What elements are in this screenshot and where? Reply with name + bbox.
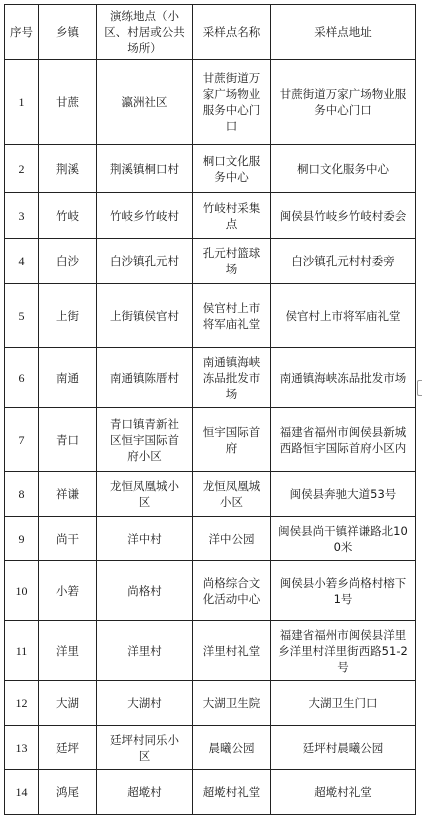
header-seq: 序号 xyxy=(5,5,39,60)
cell-town: 祥谦 xyxy=(39,472,97,517)
cell-drill-site: 大湖村 xyxy=(97,681,193,726)
cell-sample-address: 南通镇海峡冻品批发市场 xyxy=(271,348,416,408)
cell-town: 洋里 xyxy=(39,621,97,681)
cell-sample-name: 龙恒凤凰城小区 xyxy=(193,472,271,517)
cell-sample-name: 恒宇国际首府 xyxy=(193,408,271,472)
cell-sample-name: 孔元村篮球场 xyxy=(193,239,271,284)
cell-drill-site: 南通镇陈厝村 xyxy=(97,348,193,408)
cell-sample-name: 洋里村礼堂 xyxy=(193,621,271,681)
table-row xyxy=(5,284,416,348)
cell-seq: 2 xyxy=(5,145,39,193)
cell-town: 荆溪 xyxy=(39,145,97,193)
cell-drill-site: 青口镇青新社区恒宇国际首府小区 xyxy=(97,408,193,472)
sampling-sites-table xyxy=(4,4,416,815)
cell-town: 小箬 xyxy=(39,561,97,621)
cell-drill-site: 尚格村 xyxy=(97,561,193,621)
cell-seq: 8 xyxy=(5,472,39,517)
cell-seq: 12 xyxy=(5,681,39,726)
cell-sample-address: 白沙镇孔元村村委旁 xyxy=(271,239,416,284)
cell-sample-name: 晨曦公园 xyxy=(193,726,271,770)
cell-drill-site: 龙恒凤凰城小区 xyxy=(97,472,193,517)
cell-sample-address: 闽侯县奔驰大道53号 xyxy=(271,472,416,517)
table-body xyxy=(5,60,416,815)
cell-seq: 7 xyxy=(5,408,39,472)
cell-town: 甘蔗 xyxy=(39,60,97,145)
table-row xyxy=(5,145,416,193)
cell-sample-address: 福建省福州市闽侯县洋里乡洋里村洋里街西路51-2号 xyxy=(271,621,416,681)
cell-sample-address: 甘蔗街道万家广场物业服务中心门口 xyxy=(271,60,416,145)
cell-drill-site: 超墘村 xyxy=(97,770,193,815)
cell-sample-address: 大湖卫生门口 xyxy=(271,681,416,726)
cell-seq: 5 xyxy=(5,284,39,348)
cell-sample-name: 超墘村礼堂 xyxy=(193,770,271,815)
cell-drill-site: 白沙镇孔元村 xyxy=(97,239,193,284)
table-row xyxy=(5,621,416,681)
header-sample-address: 采样点地址 xyxy=(271,5,416,60)
cell-drill-site: 洋里村 xyxy=(97,621,193,681)
cell-drill-site: 上街镇侯官村 xyxy=(97,284,193,348)
cell-seq: 13 xyxy=(5,726,39,770)
cell-sample-address: 桐口文化服务中心 xyxy=(271,145,416,193)
cell-sample-address: 闽侯县竹岐乡竹岐村委会 xyxy=(271,193,416,239)
cell-town: 尚干 xyxy=(39,517,97,561)
cell-town: 廷坪 xyxy=(39,726,97,770)
cell-seq: 9 xyxy=(5,517,39,561)
cell-sample-name: 大湖卫生院 xyxy=(193,681,271,726)
cell-drill-site: 廷坪村同乐小区 xyxy=(97,726,193,770)
cell-sample-address: 侯官村上市将军庙礼堂 xyxy=(271,284,416,348)
cell-town: 上街 xyxy=(39,284,97,348)
cell-seq: 11 xyxy=(5,621,39,681)
cell-town: 青口 xyxy=(39,408,97,472)
cell-seq: 3 xyxy=(5,193,39,239)
table-row xyxy=(5,681,416,726)
page-edge-mark xyxy=(417,380,422,396)
cell-town: 鸿尾 xyxy=(39,770,97,815)
cell-sample-name: 洋中公园 xyxy=(193,517,271,561)
cell-seq: 14 xyxy=(5,770,39,815)
cell-sample-address: 超墘村礼堂 xyxy=(271,770,416,815)
cell-seq: 4 xyxy=(5,239,39,284)
cell-sample-address: 福建省福州市闽侯县新城西路恒宇国际首府小区内 xyxy=(271,408,416,472)
table-row xyxy=(5,770,416,815)
cell-sample-name: 竹岐村采集点 xyxy=(193,193,271,239)
cell-sample-address: 廷坪村晨曦公园 xyxy=(271,726,416,770)
table-row xyxy=(5,348,416,408)
cell-sample-name: 尚格综合文化活动中心 xyxy=(193,561,271,621)
cell-sample-name: 侯官村上市将军庙礼堂 xyxy=(193,284,271,348)
table-row xyxy=(5,517,416,561)
cell-town: 南通 xyxy=(39,348,97,408)
header-sample-name: 采样点名称 xyxy=(193,5,271,60)
table-row xyxy=(5,239,416,284)
table-row xyxy=(5,193,416,239)
cell-drill-site: 荆溪镇桐口村 xyxy=(97,145,193,193)
header-town: 乡镇 xyxy=(39,5,97,60)
cell-town: 大湖 xyxy=(39,681,97,726)
table-header-row xyxy=(5,5,416,60)
cell-seq: 1 xyxy=(5,60,39,145)
cell-sample-name: 甘蔗街道万家广场物业服务中心门口 xyxy=(193,60,271,145)
table-row xyxy=(5,561,416,621)
table-row xyxy=(5,408,416,472)
cell-drill-site: 瀛洲社区 xyxy=(97,60,193,145)
table-row xyxy=(5,60,416,145)
cell-seq: 10 xyxy=(5,561,39,621)
cell-sample-name: 桐口文化服务中心 xyxy=(193,145,271,193)
cell-seq: 6 xyxy=(5,348,39,408)
table-row xyxy=(5,472,416,517)
cell-drill-site: 竹岐乡竹岐村 xyxy=(97,193,193,239)
cell-drill-site: 洋中村 xyxy=(97,517,193,561)
cell-sample-address: 闽侯县小箬乡尚格村榕下1号 xyxy=(271,561,416,621)
cell-sample-name: 南通镇海峡冻品批发市场 xyxy=(193,348,271,408)
cell-town: 白沙 xyxy=(39,239,97,284)
header-drill-site: 演练地点（小区、村居或公共场所） xyxy=(97,5,193,60)
cell-sample-address: 闽侯县尚干镇祥谦路北100米 xyxy=(271,517,416,561)
table-row xyxy=(5,726,416,770)
cell-town: 竹岐 xyxy=(39,193,97,239)
